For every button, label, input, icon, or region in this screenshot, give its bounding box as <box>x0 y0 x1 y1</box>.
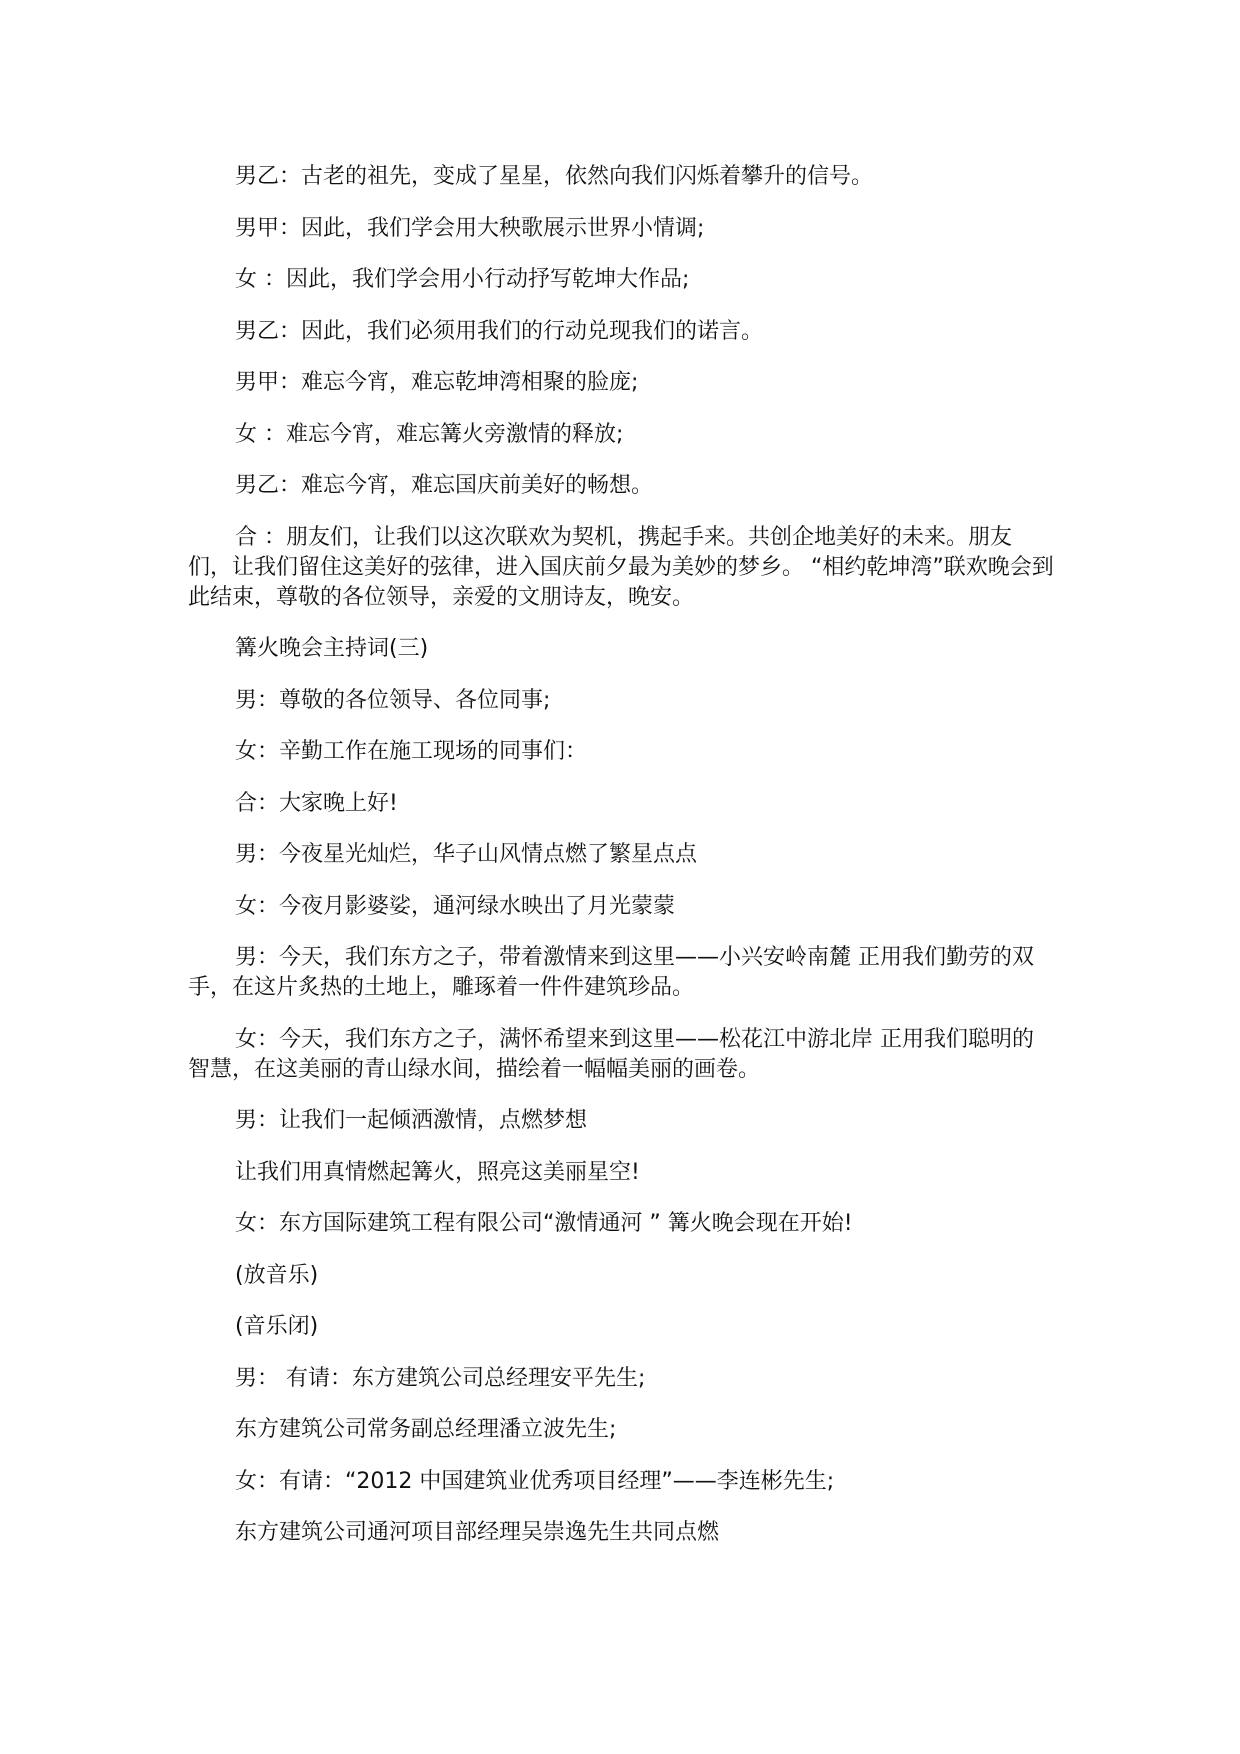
paragraph: (音乐闭) <box>235 1314 319 1339</box>
paragraph: 男：今夜星光灿烂，华子山风情点燃了繁星点点 <box>235 842 698 867</box>
paragraph: (放音乐) <box>235 1262 319 1288</box>
paragraph: 男乙：难忘今宵，难忘国庆前美好的畅想。 <box>235 473 654 498</box>
paragraph: 男甲：难忘今宵，难忘乾坤湾相聚的脸庞; <box>235 370 639 395</box>
section-heading: 篝火晚会主持词(三) <box>235 636 429 661</box>
paragraph: 女：今夜月影婆娑，通河绿水映出了月光蒙蒙 <box>235 893 676 919</box>
paragraph: 女：有请：“2012 中国建筑业优秀项目经理”——李连彬先生; <box>235 1468 835 1494</box>
paragraph: 女：东方国际建筑工程有限公司“激情通河 ” 篝火晚会现在开始! <box>235 1211 853 1236</box>
paragraph: 东方建筑公司通河项目部经理吴崇逸先生共同点燃 <box>235 1520 720 1545</box>
paragraph: 让我们用真情燃起篝火，照亮这美丽星空! <box>235 1159 640 1185</box>
paragraph: 男乙：因此，我们必须用我们的行动兑现我们的诺言。 <box>235 318 764 344</box>
paragraph: 女 ：难忘今宵，难忘篝火旁激情的释放; <box>235 421 624 447</box>
paragraph: 女 ：因此，我们学会用小行动抒写乾坤大作品; <box>235 267 690 292</box>
paragraph: 合：大家晚上好! <box>235 790 398 816</box>
paragraph: 男：尊敬的各位领导、各位同事; <box>235 687 551 713</box>
paragraph: 东方建筑公司常务副总经理潘立波先生; <box>235 1417 617 1442</box>
paragraph: 合 ：朋友们，让我们以这次联欢为契机，携起手来。共创企地美好的未来。朋友们，让我们留住这美好的弦律，进入国庆前夕最为美妙的梦乡。 “相约乾坤湾”联欢晚会到此结束，尊敬的各位领导，亲爱的文朋诗友，晚安。 <box>188 524 1054 610</box>
paragraph: 女：辛勤工作在施工现场的同事们： <box>235 739 588 764</box>
paragraph: 男： 有请：东方建筑公司总经理安平先生; <box>235 1365 646 1391</box>
document-body <box>188 162 1054 1570</box>
paragraph: 男：今天，我们东方之子，带着激情来到这里——小兴安岭南麓 正用我们勤劳的双手，在这片炙热的土地上，雕琢着一件件建筑珍品。 <box>188 945 1034 1000</box>
paragraph: 男甲：因此，我们学会用大秧歌展示世界小情调; <box>235 215 705 241</box>
paragraph: 女：今天，我们东方之子，满怀希望来到这里——松花江中游北岸 正用我们聪明的智慧，在这美丽的青山绿水间，描绘着一幅幅美丽的画卷。 <box>188 1026 1034 1082</box>
paragraph: 男乙：古老的祖先，变成了星星，依然向我们闪烁着攀升的信号。 <box>235 164 874 189</box>
paragraph: 男：让我们一起倾洒激情，点燃梦想 <box>235 1108 588 1133</box>
